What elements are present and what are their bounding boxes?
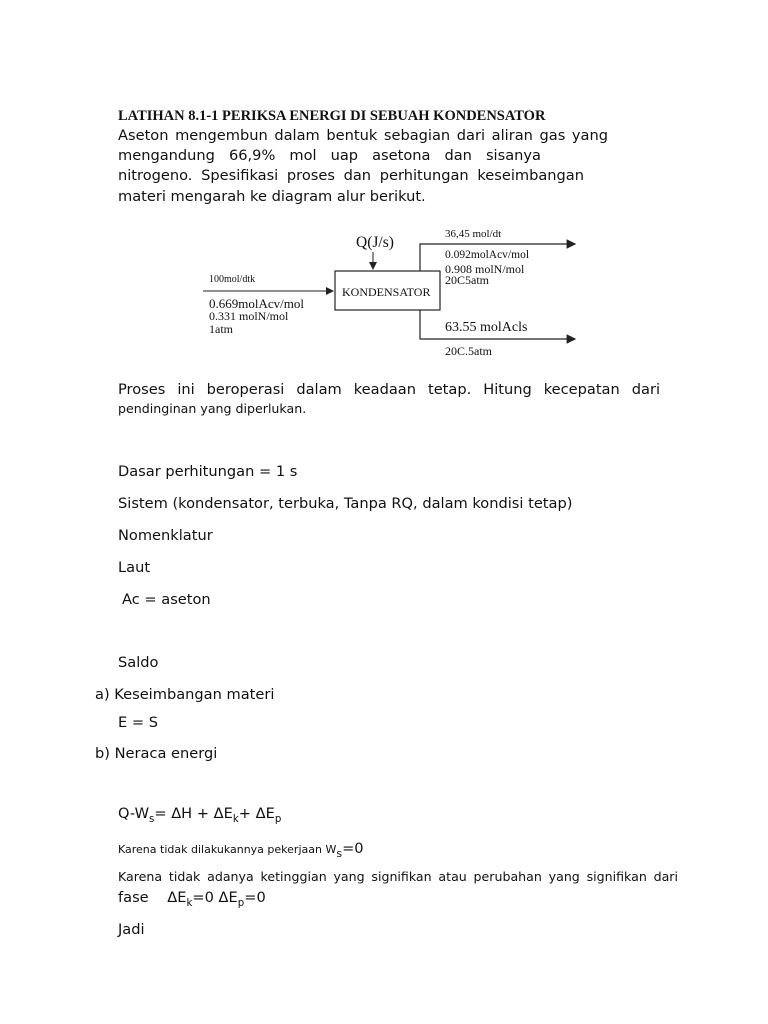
liquid-flow-label: 63.55 molAcls: [445, 320, 528, 335]
conclusion-label: Jadi: [118, 921, 145, 938]
nomenclature-heading: Nomenklatur: [118, 527, 213, 544]
condenser-label: KONDENSATOR: [342, 285, 431, 299]
system-description: Sistem (kondensator, terbuka, Tanpa RQ, dalam kondisi tetap): [118, 495, 573, 512]
liquid-conditions: 20C.5atm: [445, 344, 492, 358]
no-height-statement-line-2: [118, 889, 266, 909]
feed-composition-2: 0.331 molN/mol: [209, 309, 289, 323]
no-height-statement-line-1: Karena tidak adanya ketinggian yang signifikan atau perubahan yang signifikan dari: [118, 869, 678, 884]
no-work-text: Karena tidak dilakukannya pekerjaan W: [118, 843, 337, 856]
acetone-definition: Ac = aseton: [122, 591, 211, 608]
eq-q-w: Q-W: [118, 805, 149, 822]
delta-ek-sub: k: [186, 897, 193, 909]
material-balance-equation: E = S: [118, 714, 158, 731]
eq-sub-k: k: [232, 813, 239, 825]
gas-composition-2: 0.908 molN/mol: [445, 262, 525, 276]
process-statement-line-2: pendinginan yang diperlukan.: [118, 401, 307, 416]
intro-paragraph: [118, 126, 608, 207]
flow-diagram: [180, 210, 590, 380]
calculation-basis: Dasar perhitungan = 1 s: [118, 463, 298, 480]
eq-part-2: + ΔE: [238, 805, 275, 822]
saldo-heading: Saldo: [118, 654, 159, 671]
process-statement-line-1: Proses ini beroperasi dalam keadaan tetap. Hitung kecepatan dari: [118, 381, 660, 398]
feed-pressure: 1atm: [209, 322, 233, 336]
feed-flow-label: 100mol/dtk: [209, 274, 256, 285]
no-work-sub: s: [336, 847, 343, 861]
material-balance-heading: a) Keseimbangan materi: [95, 686, 275, 703]
delta-ep-tail: =0: [244, 889, 266, 906]
energy-balance-equation: [118, 805, 281, 825]
fase-word: fase: [118, 889, 149, 906]
intro-line: materi mengarah ke diagram alur berikut.: [118, 187, 426, 205]
intro-line: mengandung 66,9% mol uap asetona dan sisanya: [118, 147, 541, 165]
delta-ek-tail: =0 ΔE: [192, 889, 238, 906]
delta-ek: ΔE: [167, 889, 187, 906]
gas-conditions: 20C5atm: [445, 273, 489, 287]
exercise-title: LATIHAN 8.1-1 PERIKSA ENERGI DI SEBUAH KONDENSATOR: [118, 108, 546, 124]
eq-part-1: = ΔH + ΔE: [154, 805, 233, 822]
heat-label: Q(J/s): [356, 234, 394, 251]
gas-flow-label: 36,45 mol/dt: [445, 228, 502, 240]
laut-label: Laut: [118, 559, 151, 576]
intro-line: nitrogeno. Spesifikasi proses dan perhitungan keseimbangan: [118, 167, 584, 185]
intro-line: Aseton mengembun dalam bentuk sebagian dari aliran gas yang: [118, 127, 608, 144]
feed-composition-1: 0.669molAcv/mol: [209, 296, 304, 311]
gas-composition-1: 0.092molAcv/mol: [445, 249, 530, 261]
eq-sub-s: s: [149, 813, 155, 825]
energy-balance-heading: b) Neraca energi: [95, 745, 218, 762]
eq-sub-p: p: [274, 813, 282, 825]
no-work-statement: [118, 838, 364, 860]
no-work-tail: =0: [342, 840, 364, 857]
delta-ep-sub: p: [237, 897, 245, 909]
